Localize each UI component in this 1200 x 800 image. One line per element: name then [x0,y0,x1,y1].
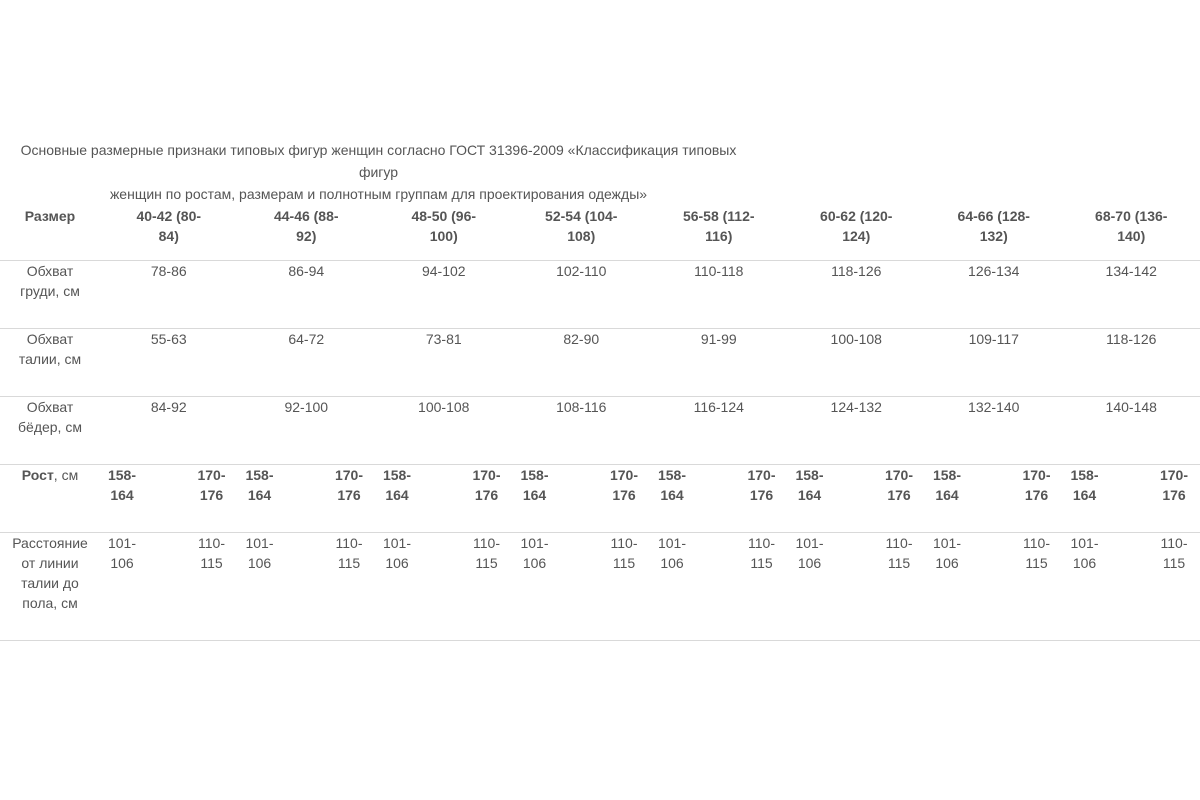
caption-line-2: женщин по ростам, размерам и полнотным группам для проектирования одежды» [109,186,648,202]
height-short: 158-164 [657,466,687,503]
height-short: 158-164 [1070,466,1099,503]
size-header-cell [375,206,513,260]
distance-tall: 110-115 [610,534,638,571]
table-cell: 100-108 [418,398,470,415]
size-header-cell [1063,206,1200,260]
height-short: 158-164 [382,466,412,503]
table-row-height [0,464,1200,532]
height-label: Рост [21,466,54,483]
table-cell: 84-92 [150,398,187,415]
distance-tall: 110-115 [335,534,363,571]
size-label: 40-42 (80-84) [136,208,202,244]
size-table [0,206,1200,641]
table-cell: 108-116 [556,398,607,415]
height-tall: 170-176 [334,466,364,503]
row-label: Расстояние от линии талии до пола, см [12,534,88,611]
distance-short: 101-106 [107,534,137,571]
table-cell: 134-142 [1105,262,1157,279]
distance-tall: 110-115 [1160,534,1188,571]
size-header-cell [238,206,376,260]
table-cell: 132-140 [968,398,1020,415]
height-short: 158-164 [107,466,137,503]
table-cell: 92-100 [284,398,329,415]
size-label: 44-46 (88-92) [273,208,339,244]
size-label: 64-66 (128-132) [957,208,1030,244]
height-short: 158-164 [520,466,549,503]
table-cell: 91-99 [700,330,737,347]
table-row-hips [0,396,1200,464]
row-label: Обхват груди, см [20,262,80,299]
table-cell: 102-110 [556,262,607,279]
table-cell: 100-108 [830,330,882,347]
table-row-waist [0,328,1200,396]
distance-short: 101-106 [932,534,962,571]
distance-tall: 110-115 [748,534,775,571]
distance-short: 101-106 [520,534,549,571]
table-cell: 110-118 [694,262,744,279]
size-header-cell [925,206,1063,260]
height-short: 158-164 [795,466,824,503]
distance-short: 101-106 [382,534,412,571]
table-cell: 124-132 [830,398,882,415]
height-unit: , см [53,466,79,483]
height-tall: 170-176 [472,466,501,503]
table-cell: 109-117 [968,330,1019,347]
table-cell: 55-63 [150,330,187,347]
table-cell: 86-94 [288,262,325,279]
distance-tall: 110-115 [198,534,225,571]
table-cell: 64-72 [288,330,325,347]
distance-tall: 110-115 [1023,534,1050,571]
table-cell: 116-124 [693,398,744,415]
table-caption [0,139,757,205]
size-header-cell [513,206,651,260]
height-short: 158-164 [932,466,962,503]
table-cell: 126-134 [968,262,1020,279]
size-label: 60-62 (120-124) [820,208,893,244]
size-label: 68-70 (136-140) [1095,208,1168,244]
distance-tall: 110-115 [473,534,500,571]
size-header-cell: Размер [24,208,76,224]
table-cell: 94-102 [421,262,466,279]
caption-line-1: Основные размерные признаки типовых фигур женщин согласно ГОСТ 31396-2009 «Классификация типовых фигур [20,142,737,180]
distance-short: 101-106 [1070,534,1099,571]
row-label: Обхват талии, см [18,330,82,367]
size-label: 52-54 (104-108) [545,208,618,244]
height-tall: 170-176 [1159,466,1189,503]
height-tall: 170-176 [197,466,226,503]
table-row-chest [0,260,1200,328]
table-cell: 82-90 [563,330,600,347]
header-row [0,206,1200,260]
height-short: 158-164 [245,466,274,503]
distance-tall: 110-115 [885,534,913,571]
row-label: Обхват бёдер, см [18,398,82,435]
distance-short: 101-106 [657,534,687,571]
height-tall: 170-176 [609,466,639,503]
height-tall: 170-176 [1022,466,1051,503]
table-cell: 118-126 [1106,330,1157,347]
size-header-cell [788,206,926,260]
row-label [0,464,100,532]
distance-short: 101-106 [795,534,824,571]
table-cell: 78-86 [150,262,187,279]
table-row-distance [0,532,1200,640]
size-header-cell [100,206,238,260]
distance-short: 101-106 [245,534,274,571]
table-cell: 118-126 [831,262,882,279]
height-tall: 170-176 [884,466,914,503]
table-cell: 73-81 [425,330,462,347]
table-cell: 140-148 [1105,398,1157,415]
size-label: 48-50 (96-100) [411,208,477,244]
size-label: 56-58 (112-116) [682,208,755,244]
height-tall: 170-176 [747,466,776,503]
size-header-cell [650,206,788,260]
